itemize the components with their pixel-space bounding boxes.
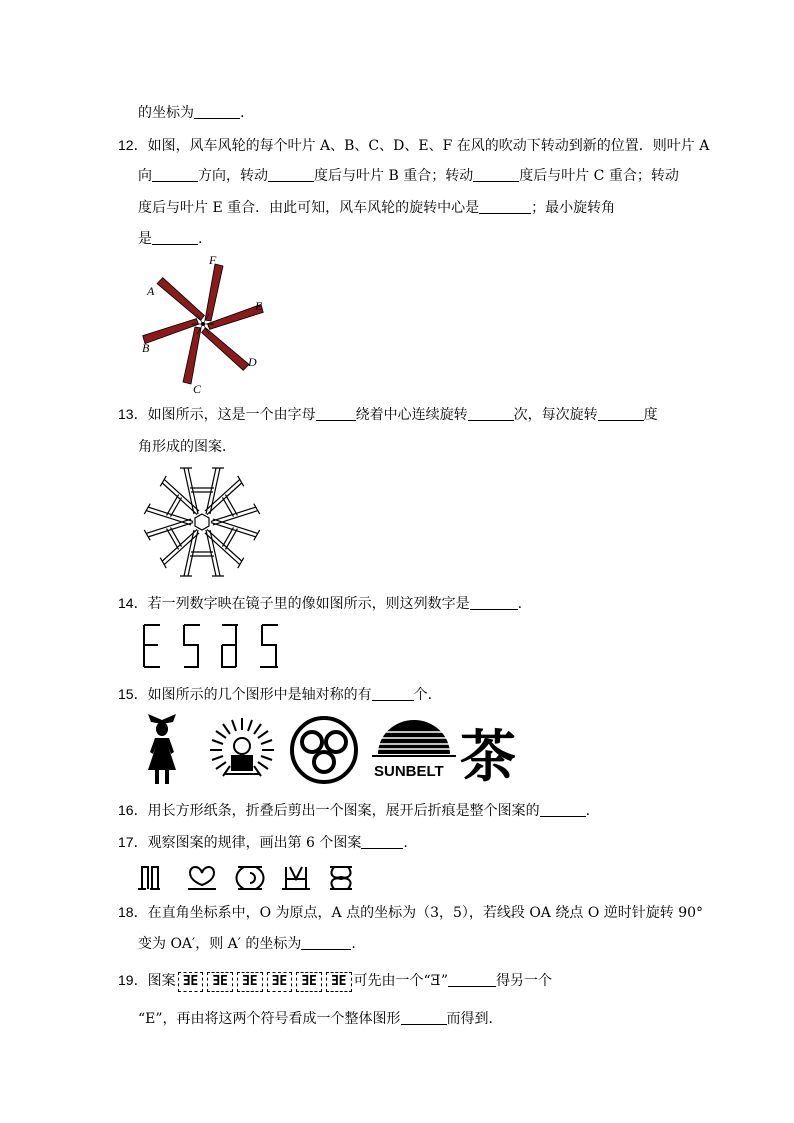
mirror-digits-figure [142,623,292,669]
rotated-letter-pattern [142,463,262,581]
q13-text-2: 角形成的图案． [138,439,236,455]
windmill-figure [135,252,275,397]
letter-shape [180,468,224,514]
q19-text-2a: “E”，再由将这两个符号看成一个整体图形 [138,1011,401,1027]
q12-line-1 [118,135,709,156]
q17-end: . [403,835,408,851]
sequence-pattern [138,867,160,889]
q11-tail-line [138,103,244,123]
q18-text-2-end: . [351,936,356,952]
q14-text: 若一列数字映在镜子里的像如图所示，则这列数字是 [147,596,470,612]
q12-text-4a: 是 [138,231,152,247]
label-B: B [142,341,150,355]
question-number: 19． [118,972,148,988]
q19-text-b: 可先由一个“Ǝ” [353,973,449,989]
q18-line-2 [138,934,356,954]
answer-blank[interactable] [301,935,351,950]
question-number: 14． [118,595,148,611]
sequence-pattern [237,867,264,889]
q12-text-2d: 度后与叶片 C 重合；转动 [519,168,679,184]
sequence-pattern [330,867,352,889]
answer-blank[interactable] [268,167,314,182]
question-number: 16． [118,802,148,818]
answer-blank[interactable] [470,595,518,610]
q12-text-3a: 度后与叶片 E 重合．由此可知，风车风轮的旋转中心是 [138,200,480,216]
tea-character: 茶 [460,725,516,788]
q12-text-1: 如图，风车风轮的每个叶片 A、B、C、D、E、F 在风的吹动下转动到新的位置．则叶片 A [147,138,710,154]
answer-blank[interactable] [401,1010,447,1025]
q11-tail-end: . [240,105,245,121]
q18-text-2a: 变为 OA′，则 A′ 的坐标为 [138,936,302,952]
q19-text-2b: 而得到． [446,1011,503,1027]
q12-line-3 [138,198,615,218]
q18-line-1 [118,902,703,923]
q11-tail-text: 的坐标为 [138,105,194,121]
q12-text-2a: 向 [138,168,152,184]
q12-text-3b: ；最小旋转角 [531,200,616,216]
q17-line [118,832,408,853]
q18-text-1: 在直角坐标系中，O 为原点，A 点的坐标为（3，5），若线段 OA 绕点 O 逆时针旋转 90° [147,905,704,921]
mirror-digit [222,625,238,667]
q14-line [118,593,522,614]
question-number: 12． [118,137,148,153]
q13-text-1b: 绕着中心连续旋转 [355,407,468,423]
answer-blank[interactable] [479,199,531,214]
answer-blank[interactable] [316,406,356,421]
q15-figures [138,712,538,788]
answer-blank[interactable] [152,230,198,245]
pattern-box: ƎE [267,972,293,992]
q13-line-2 [138,437,236,457]
q13-text-1d: 度 [643,407,658,423]
q16-end: . [585,803,591,819]
q12-text-4-end: . [198,231,203,247]
mirror-digit [144,625,160,667]
label-C: C [193,382,202,396]
pattern-box: ƎE [207,972,233,992]
q15-line [118,684,442,705]
mirror-digit [184,625,200,667]
q19-text-c: 得另一个 [496,973,553,989]
answer-blank[interactable] [194,104,240,119]
label-F: F [209,253,217,267]
answer-blank[interactable] [598,406,644,421]
label-E: E [255,299,263,313]
pattern-sequence-figure [138,863,368,893]
question-number: 17． [118,834,148,850]
train-logo-icon [210,718,274,776]
question-number: 15． [118,686,148,702]
q12-text-2c: 度后与叶片 B 重合；转动 [314,168,474,184]
sunbelt-logo [372,720,456,780]
q17-text: 观察图案的规律，画出第 6 个图案 [147,835,362,851]
answer-blank[interactable] [448,972,496,987]
sequence-pattern [188,867,216,889]
q16-text: 用长方形纸条，折叠后剪出一个图案，展开后折痕是整个图案的 [147,803,540,819]
q19-line-2 [138,1009,503,1029]
pattern-box: ƎE [237,972,263,992]
q12-line-2 [138,166,679,186]
label-D: D [248,355,257,369]
q12-line-4 [138,229,202,249]
q16-line [118,800,590,821]
answer-blank[interactable] [468,406,514,421]
answer-blank[interactable] [473,167,519,182]
sequence-pattern [282,867,310,889]
pattern-box: ƎE [178,972,204,992]
question-number: 13． [118,406,148,422]
q13-text-1c: 次，每次旋转 [513,407,598,423]
pattern-box: ƎE [296,972,322,992]
question-number: 18． [118,904,148,920]
sunbelt-logo-text: SUNBELT [374,763,444,780]
q13-line-1 [118,404,658,425]
q19-text-a: 图案 [147,973,176,989]
q12-text-2b: 方向，转动 [198,168,268,184]
answer-blank[interactable] [361,834,403,849]
label-A: A [147,284,155,298]
woman-icon [148,714,176,784]
answer-blank[interactable] [152,167,198,182]
answer-blank[interactable] [540,802,586,817]
q13-text-1a: 如图所示，这是一个由字母 [147,407,316,423]
q15-unit: 个． [413,687,442,703]
answer-blank[interactable] [372,686,414,701]
q19-line-1 [118,970,552,992]
mirror-digit [260,625,278,667]
q15-text: 如图所示的几个图形中是轴对称的有 [147,687,372,703]
rotation-center-dot [201,322,205,326]
triple-ring-icon [292,718,356,782]
pattern-box: ƎE [326,972,352,992]
q14-end: . [517,596,523,612]
